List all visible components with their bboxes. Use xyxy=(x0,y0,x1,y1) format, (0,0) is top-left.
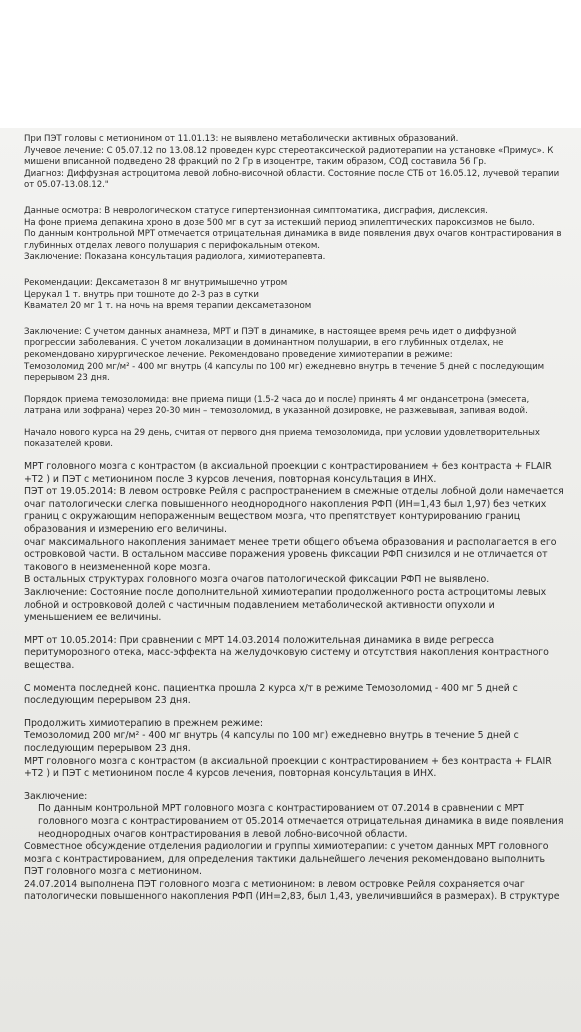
diagnosis-paragraph: Диагноз: Диффузная астроцитома левой лобно-височной области. Состояние после СТБ от 16.05.12, лучевой терапии от 05.07-13.08.12." xyxy=(24,168,560,191)
continue-chemo: Продолжить химиотерапию в прежнем режиме: xyxy=(24,717,263,729)
pet-result-2013: При ПЭТ головы с метионином от 11.01.13: не выявлено метаболически активных образований. xyxy=(24,134,459,144)
mri-control-paragraph: По данным контрольной МРТ отмечается отрицательная динамика в виде появления двух очагов контрастирования в глубинных отделах левого полушария с перифокальным отеком. xyxy=(24,229,562,251)
depakine-paragraph: На фоне приема депакина хроно в дозе 500 мг в сут за истекший период эпилептических пароксизмов не было. xyxy=(24,217,535,228)
conclusion-chemo-effect: Заключение: Состояние после дополнительной химиотерапии продолженного роста астроцитомы левых лобной и островковой долей с частичным подавлением метаболической активности опухоли и уменьшением ее величины. xyxy=(24,587,547,624)
new-course-start: Начало нового курса на 29 день, считая от первого дня приема темозоломида, при условии удовлетворительных показателей крови. xyxy=(24,427,540,450)
mri-2014-07-comparison: По данным контрольной МРТ головного мозга с контрастированием от 07.2014 в сравнении с МРТ головного мозга с контрастированием от 05.2014 отмечается отрицательная динамика в виде появления неоднородных очагов контрастирования в левой лобно-височной области. xyxy=(38,803,564,840)
radiotherapy-paragraph: Лучевое лечение: С 05.07.12 по 13.08.12 проведен курс стереотаксической радиотерапии на установке «Примус». К мишени вписанной подведено 28 фракций по 2 Гр в изоцентре, таким образом, СОД составила 56 Гр. xyxy=(24,145,554,168)
temozolomide-regimen-1: Темозоломид 200 мг/м² - 400 мг внутрь (4 капсулы по 100 мг) ежедневно внутрь в течение 5 дней с последующим перерывом 23 дня. xyxy=(24,361,545,384)
temozolomide-intake-order: Порядок приема темозоломида: вне приема пищи (1.5-2 часа до и после) принять 4 мг ондансетрона (эмесета, латрана или зофрана) через 20-30 мин – темозоломид, в указанной дозировке, не разжевывая, запивая водой. xyxy=(24,394,530,417)
mri-plan-3-courses: МРТ головного мозга с контрастом (в аксиальной проекции с контрастированием + без контраста + FLAIR +T2 ) и ПЭТ с метионином после 3 курсов лечения, повторная консультация в ИНХ. xyxy=(24,461,552,485)
joint-discussion: Совместное обсуждение отделения радиологии и группы химиотерапии: с учетом данных МРТ головного мозга с контрастированием, для определения тактики дальнейшего лечения рекомендовано выполнить ПЭТ головного мозга с метионином. xyxy=(24,841,549,878)
document-text xyxy=(24,134,564,904)
max-accumulation-focus: очаг максимального накопления занимает менее трети общего объема образования и располагается в его островковой части. В остальном массиве поражения уровень фиксации РФП снизился и не отличается от такового в неизмененной коре мозга. xyxy=(24,536,557,573)
recommendation-dexamethasone: Рекомендации: Дексаметазон 8 мг внутримышечно утром xyxy=(24,277,288,288)
blank-area xyxy=(0,0,581,128)
conclusion-consult: Заключение: Показана консультация радиолога, химиотерапевта. xyxy=(24,252,326,263)
mri-plan-4-courses: МРТ головного мозга с контрастом (в аксиальной проекции с контрастированием + без контраста + FLAIR +T2 ) и ПЭТ с метионином после 4 курсов лечения, повторная консультация в ИНХ. xyxy=(24,755,552,780)
mri-2014-05: МРТ от 10.05.2014: При сравнении с МРТ 14.03.2014 положительная динамика в виде регресса перитуморозного отека, масс-эффекта на желудочковую систему и отсутствия накопления контрастного вещества. xyxy=(24,634,549,671)
pet-2014-07: 24.07.2014 выполнена ПЭТ головного мозга с метионином: в левом островке Рейля сохраняется очаг патологически повышенного накопления РФП (ИН=2,83, был 1,43, увеличившийся в размерах). В структуре xyxy=(24,878,560,903)
final-conclusion-heading: Заключение: xyxy=(24,790,88,802)
courses-completed: С момента последней конс. пациентка прошла 2 курса х/т в режиме Темозоломид - 400 мг 5 дней с последующим перерывом 23 дня. xyxy=(24,682,518,707)
recommendation-cerucal: Церукал 1 т. внутрь при тошноте до 2-3 раз в сутки xyxy=(24,289,259,300)
other-structures: В остальных структурах головного мозга очагов патологической фиксации РФП не выявлено. xyxy=(24,574,490,586)
examination-paragraph: Данные осмотра: В неврологическом статусе гипертензионная симптоматика, дисграфия, дислексия. xyxy=(24,205,488,216)
temozolomide-regimen-2: Темозоломид 200 мг/м² - 400 мг внутрь (4 капсулы по 100 мг) ежедневно внутрь в течение 5 дней с последующим перерывом 23 дня. xyxy=(24,730,519,754)
recommendation-quamatel: Квамател 20 мг 1 т. на ночь на время терапии дексаметазоном xyxy=(24,301,312,312)
document-page xyxy=(0,128,581,1032)
conclusion-progression: Заключение: С учетом данных анамнеза, МРТ и ПЭТ в динамике, в настоящее время речь идет о диффузной прогрессии заболевания. С учетом локализации в доминантном полушарии, в его глубинных отделах, не рекомендовано хирургическое лечение. Рекомендовано проведение химиотерапии в режиме: xyxy=(24,326,517,360)
pet-2014-05: ПЭТ от 19.05.2014: В левом островке Рейля с распространением в смежные отделы лобной доли намечается очаг патологически слегка повышенного неоднородного накопления РФП (ИН=1,43 был 1,97) без четких границ с окружающим непораженным веществом мозга, что препятствует контурированию границ образования и измерению его величины. xyxy=(24,486,564,536)
